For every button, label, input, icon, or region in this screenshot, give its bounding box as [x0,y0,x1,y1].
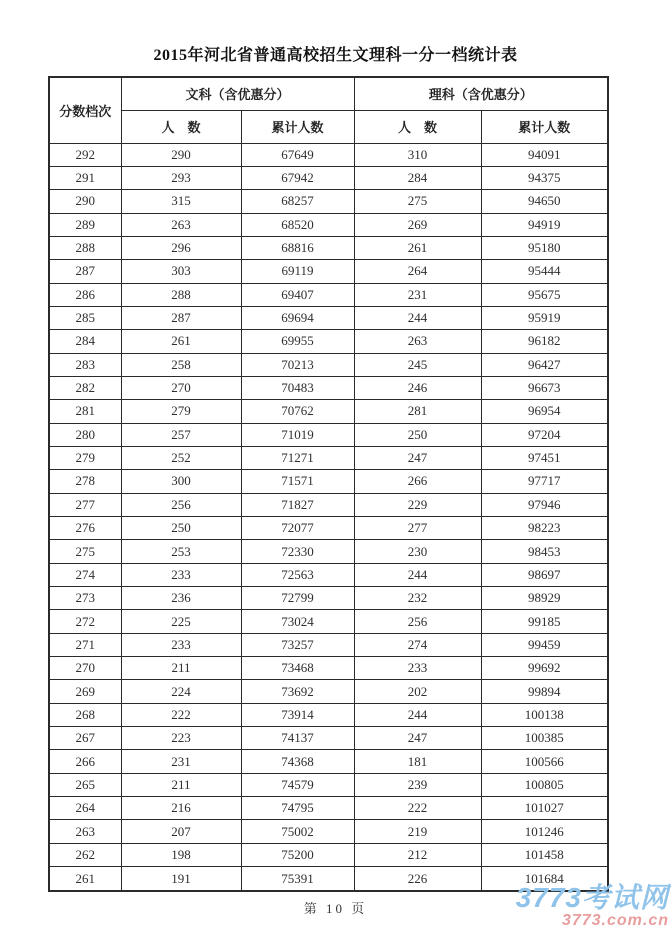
science-cumulative-cell: 96182 [481,330,608,353]
header-arts-cumulative: 累计人数 [241,110,354,143]
science-cumulative-cell: 97717 [481,470,608,493]
score-cell: 279 [49,446,121,469]
science-cumulative-cell: 94650 [481,190,608,213]
table-row [49,423,608,446]
arts-cumulative-cell: 69955 [241,330,354,353]
science-cumulative-cell: 101684 [481,867,608,891]
science-cumulative-cell: 95675 [481,283,608,306]
score-cell: 277 [49,493,121,516]
arts-count-cell: 257 [121,423,241,446]
arts-count-cell: 191 [121,867,241,891]
science-count-cell: 263 [354,330,481,353]
watermark-site-name: 3773考试网 [515,882,669,913]
table-row [49,213,608,236]
score-cell: 282 [49,376,121,399]
science-count-cell: 244 [354,563,481,586]
science-count-cell: 231 [354,283,481,306]
table-row [49,820,608,843]
score-cell: 274 [49,563,121,586]
arts-count-cell: 290 [121,143,241,166]
arts-cumulative-cell: 73024 [241,610,354,633]
science-cumulative-cell: 98223 [481,517,608,540]
science-count-cell: 246 [354,376,481,399]
science-cumulative-cell: 98453 [481,540,608,563]
table-row [49,633,608,656]
arts-count-cell: 231 [121,750,241,773]
arts-count-cell: 288 [121,283,241,306]
score-cell: 281 [49,400,121,423]
table-row [49,470,608,493]
science-count-cell: 269 [354,213,481,236]
table-row [49,587,608,610]
arts-cumulative-cell: 75002 [241,820,354,843]
arts-cumulative-cell: 74137 [241,727,354,750]
header-science-group: 理科（含优惠分） [354,77,608,110]
arts-count-cell: 287 [121,306,241,329]
science-cumulative-cell: 99894 [481,680,608,703]
table-row [49,563,608,586]
science-cumulative-cell: 95919 [481,306,608,329]
arts-cumulative-cell: 69694 [241,306,354,329]
arts-cumulative-cell: 69407 [241,283,354,306]
score-distribution-table [48,76,609,892]
science-count-cell: 212 [354,843,481,866]
arts-count-cell: 211 [121,657,241,680]
header-arts-count: 人 数 [121,110,241,143]
arts-cumulative-cell: 74795 [241,797,354,820]
table-row [49,843,608,866]
arts-count-cell: 293 [121,166,241,189]
score-cell: 290 [49,190,121,213]
table-row [49,330,608,353]
score-cell: 276 [49,517,121,540]
table-row [49,353,608,376]
arts-cumulative-cell: 73257 [241,633,354,656]
arts-cumulative-cell: 70213 [241,353,354,376]
arts-cumulative-cell: 67649 [241,143,354,166]
science-cumulative-cell: 100805 [481,773,608,796]
arts-count-cell: 256 [121,493,241,516]
arts-cumulative-cell: 72563 [241,563,354,586]
score-cell: 292 [49,143,121,166]
science-cumulative-cell: 99459 [481,633,608,656]
arts-count-cell: 225 [121,610,241,633]
arts-count-cell: 224 [121,680,241,703]
arts-count-cell: 263 [121,213,241,236]
science-cumulative-cell: 94375 [481,166,608,189]
table-row [49,190,608,213]
science-cumulative-cell: 97946 [481,493,608,516]
score-cell: 263 [49,820,121,843]
science-cumulative-cell: 98697 [481,563,608,586]
science-cumulative-cell: 96954 [481,400,608,423]
science-cumulative-cell: 99692 [481,657,608,680]
arts-cumulative-cell: 75391 [241,867,354,891]
arts-cumulative-cell: 71827 [241,493,354,516]
science-count-cell: 247 [354,727,481,750]
score-cell: 287 [49,260,121,283]
table-row [49,517,608,540]
table-row [49,540,608,563]
science-cumulative-cell: 97204 [481,423,608,446]
table-row [49,773,608,796]
table-row [49,750,608,773]
science-count-cell: 261 [354,236,481,259]
science-count-cell: 274 [354,633,481,656]
science-count-cell: 266 [354,470,481,493]
arts-count-cell: 216 [121,797,241,820]
arts-cumulative-cell: 67942 [241,166,354,189]
arts-cumulative-cell: 72330 [241,540,354,563]
arts-cumulative-cell: 70483 [241,376,354,399]
arts-count-cell: 261 [121,330,241,353]
score-cell: 278 [49,470,121,493]
header-science-cumulative: 累计人数 [481,110,608,143]
science-count-cell: 239 [354,773,481,796]
science-cumulative-cell: 95444 [481,260,608,283]
table-row [49,236,608,259]
table-row [49,166,608,189]
science-count-cell: 264 [354,260,481,283]
score-cell: 283 [49,353,121,376]
table-row [49,657,608,680]
arts-count-cell: 198 [121,843,241,866]
table-row [49,703,608,726]
table-header [49,77,608,143]
science-count-cell: 202 [354,680,481,703]
score-cell: 270 [49,657,121,680]
science-count-cell: 247 [354,446,481,469]
science-cumulative-cell: 101458 [481,843,608,866]
score-cell: 289 [49,213,121,236]
score-cell: 284 [49,330,121,353]
arts-cumulative-cell: 71271 [241,446,354,469]
science-count-cell: 277 [354,517,481,540]
science-count-cell: 222 [354,797,481,820]
science-count-cell: 275 [354,190,481,213]
science-count-cell: 256 [354,610,481,633]
table-row [49,493,608,516]
arts-count-cell: 270 [121,376,241,399]
science-cumulative-cell: 97451 [481,446,608,469]
arts-cumulative-cell: 72799 [241,587,354,610]
score-cell: 280 [49,423,121,446]
table-row [49,797,608,820]
score-cell: 268 [49,703,121,726]
arts-cumulative-cell: 73914 [241,703,354,726]
arts-count-cell: 303 [121,260,241,283]
table-row [49,400,608,423]
science-count-cell: 250 [354,423,481,446]
page-title: 2015年河北省普通高校招生文理科一分一档统计表 [153,47,518,64]
table-row [49,306,608,329]
score-cell: 272 [49,610,121,633]
table-row [49,680,608,703]
arts-count-cell: 252 [121,446,241,469]
science-count-cell: 181 [354,750,481,773]
table-row [49,143,608,166]
science-cumulative-cell: 98929 [481,587,608,610]
science-cumulative-cell: 94091 [481,143,608,166]
science-cumulative-cell: 96673 [481,376,608,399]
science-count-cell: 233 [354,657,481,680]
header-arts-group: 文科（含优惠分） [121,77,354,110]
table-row [49,260,608,283]
score-cell: 291 [49,166,121,189]
science-cumulative-cell: 95180 [481,236,608,259]
table-row [49,283,608,306]
arts-count-cell: 223 [121,727,241,750]
header-score-level: 分数档次 [49,77,121,143]
table-row [49,610,608,633]
arts-count-cell: 236 [121,587,241,610]
science-count-cell: 230 [354,540,481,563]
arts-count-cell: 211 [121,773,241,796]
arts-count-cell: 279 [121,400,241,423]
score-cell: 262 [49,843,121,866]
arts-count-cell: 222 [121,703,241,726]
science-count-cell: 232 [354,587,481,610]
page-number: 第 10 页 [303,901,368,916]
score-cell: 273 [49,587,121,610]
score-cell: 265 [49,773,121,796]
header-science-count: 人 数 [354,110,481,143]
science-cumulative-cell: 99185 [481,610,608,633]
table-row [49,376,608,399]
arts-count-cell: 296 [121,236,241,259]
arts-cumulative-cell: 69119 [241,260,354,283]
science-count-cell: 226 [354,867,481,891]
table-row [49,446,608,469]
arts-count-cell: 233 [121,633,241,656]
science-cumulative-cell: 100138 [481,703,608,726]
score-cell: 275 [49,540,121,563]
table-row [49,867,608,891]
table-row [49,727,608,750]
arts-cumulative-cell: 75200 [241,843,354,866]
science-cumulative-cell: 96427 [481,353,608,376]
science-count-cell: 244 [354,703,481,726]
arts-count-cell: 253 [121,540,241,563]
score-cell: 288 [49,236,121,259]
arts-cumulative-cell: 73692 [241,680,354,703]
science-cumulative-cell: 101027 [481,797,608,820]
arts-count-cell: 315 [121,190,241,213]
arts-cumulative-cell: 74579 [241,773,354,796]
arts-cumulative-cell: 72077 [241,517,354,540]
arts-cumulative-cell: 68257 [241,190,354,213]
arts-count-cell: 207 [121,820,241,843]
science-count-cell: 229 [354,493,481,516]
score-cell: 286 [49,283,121,306]
arts-count-cell: 233 [121,563,241,586]
arts-count-cell: 300 [121,470,241,493]
score-cell: 261 [49,867,121,891]
score-cell: 266 [49,750,121,773]
score-cell: 285 [49,306,121,329]
score-cell: 264 [49,797,121,820]
table-body [49,143,608,891]
science-count-cell: 281 [354,400,481,423]
arts-cumulative-cell: 73468 [241,657,354,680]
science-count-cell: 219 [354,820,481,843]
score-cell: 267 [49,727,121,750]
arts-cumulative-cell: 71571 [241,470,354,493]
science-count-cell: 310 [354,143,481,166]
science-cumulative-cell: 101246 [481,820,608,843]
science-count-cell: 284 [354,166,481,189]
arts-cumulative-cell: 68816 [241,236,354,259]
watermark-site-url: 3773.com.cn [561,912,669,929]
arts-cumulative-cell: 70762 [241,400,354,423]
arts-count-cell: 250 [121,517,241,540]
science-cumulative-cell: 100385 [481,727,608,750]
arts-count-cell: 258 [121,353,241,376]
arts-cumulative-cell: 74368 [241,750,354,773]
science-count-cell: 245 [354,353,481,376]
arts-cumulative-cell: 71019 [241,423,354,446]
science-cumulative-cell: 100566 [481,750,608,773]
score-cell: 269 [49,680,121,703]
score-cell: 271 [49,633,121,656]
science-cumulative-cell: 94919 [481,213,608,236]
arts-cumulative-cell: 68520 [241,213,354,236]
science-count-cell: 244 [354,306,481,329]
